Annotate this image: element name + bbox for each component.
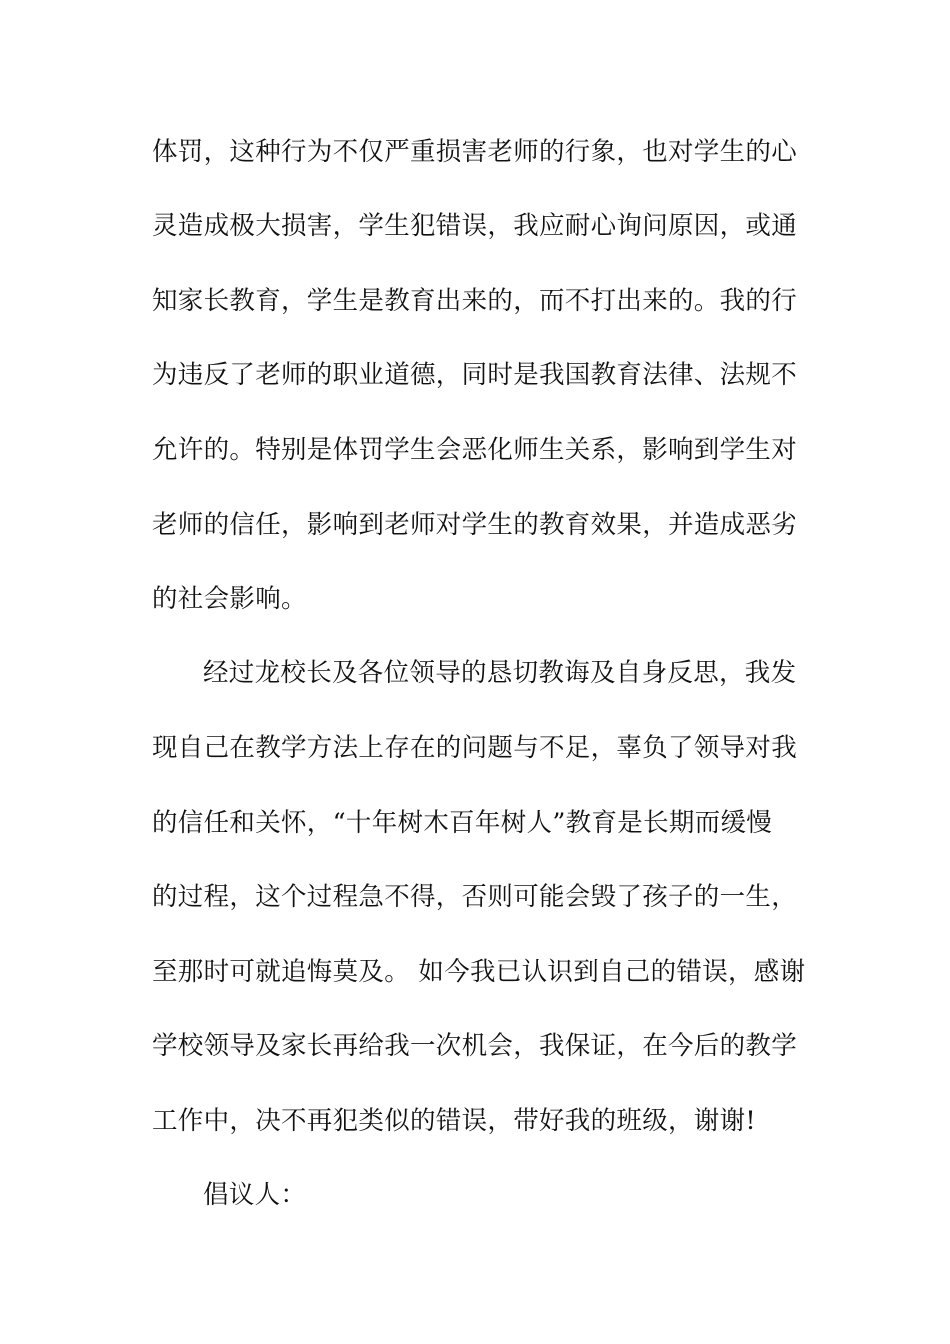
- text-line-2: 灵造成极大损害，学生犯错误，我应耐心询问原因，或通: [152, 211, 798, 241]
- text-line-7: 的社会影响。: [152, 584, 307, 614]
- text-line-6: 老师的信任，影响到老师对学生的教育效果，并造成恶劣: [152, 510, 798, 540]
- paragraph-2-line-1: 经过龙校长及各位领导的恳切教诲及自身反思，我发: [203, 658, 797, 688]
- paragraph-2-line-7: 工作中，决不再犯类似的错误，带好我的班级，谢谢!: [152, 1106, 756, 1136]
- paragraph-2-line-3: 的信任和关怀，“十年树木百年树人”教育是长期而缓慢: [152, 808, 773, 838]
- paragraph-2-line-5: 至那时可就追悔莫及。 如今我已认识到自己的错误，感谢: [152, 957, 806, 987]
- paragraph-2-line-6: 学校领导及家长再给我一次机会，我保证，在今后的教学: [152, 1031, 798, 1061]
- paragraph-2-line-4: 的过程，这个过程急不得，否则可能会毁了孩子的一生，: [152, 882, 798, 912]
- paragraph-2-line-2: 现自己在教学方法上存在的问题与不足，辜负了领导对我: [152, 733, 798, 763]
- text-line-5: 允许的。特别是体罚学生会恶化师生关系，影响到学生对: [152, 435, 798, 465]
- text-line-4: 为违反了老师的职业道德，同时是我国教育法律、法规不: [152, 360, 798, 390]
- text-line-3: 知家长教育，学生是教育出来的，而不打出来的。我的行: [152, 286, 798, 316]
- signature-label: 倡议人：: [203, 1180, 307, 1210]
- text-line-1: 体罚，这种行为不仅严重损害老师的行象，也对学生的心: [152, 137, 798, 167]
